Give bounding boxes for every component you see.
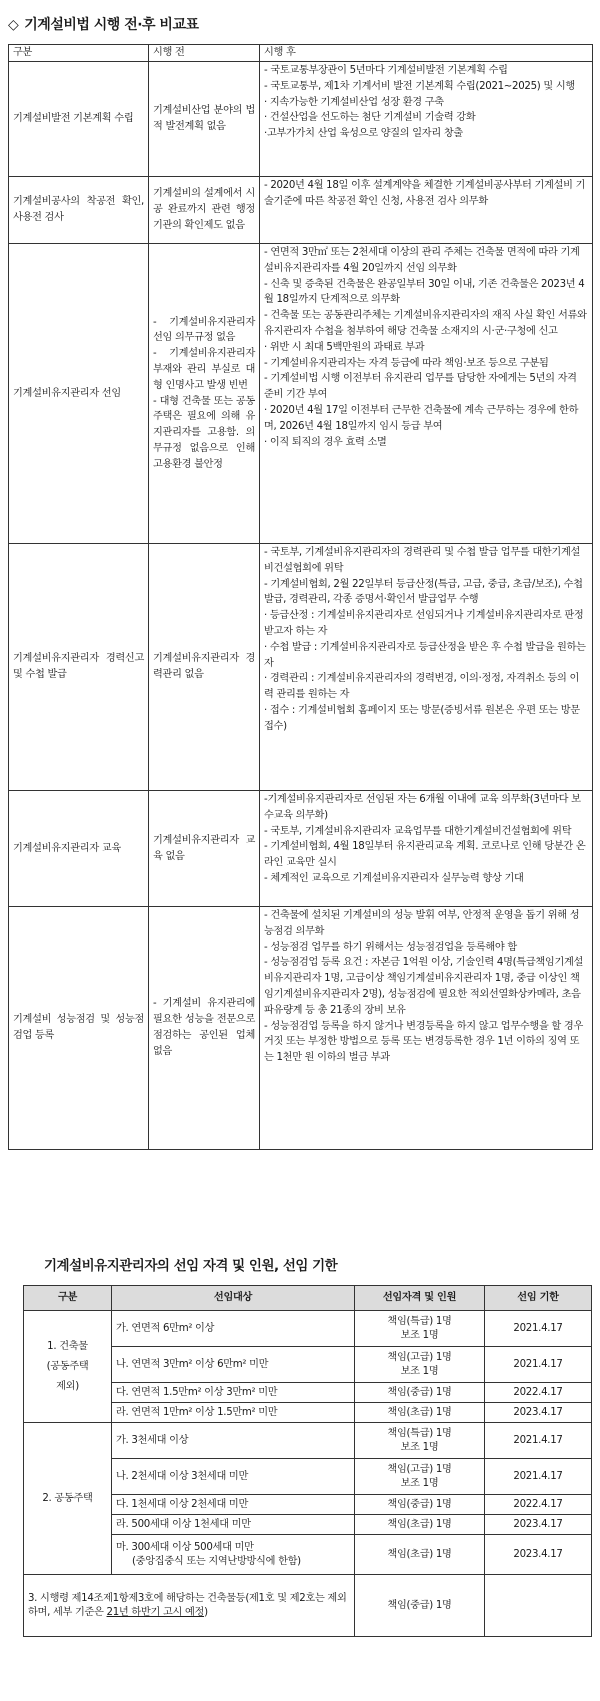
selection-target: 다. 연면적 1.5만m² 이상 3만m² 미만 xyxy=(112,1383,355,1403)
after-line: - 국토부, 기계설비유지관리자의 경력관리 및 수첩 발급 업무를 대한기계설비건설협회에 위탁 xyxy=(264,547,581,574)
after-line: - 2020년 4월 18일 이후 설계계약을 체결한 기계설비공사부터 기계설비 기술기준에 따른 착공전 확인 신청, 사용전 검사 의무화 xyxy=(264,180,586,207)
qualification-line: 책임(초급) 1명 xyxy=(387,1518,452,1530)
notice-schedule: 21년 하반기 고시 예정 xyxy=(106,1606,205,1618)
qualification-line: 보조 1명 xyxy=(400,1365,439,1377)
selection-qualification xyxy=(355,1495,485,1515)
row-after xyxy=(260,62,593,177)
selection-target xyxy=(112,1515,355,1535)
target-line: 다. 1천세대 이상 2천세대 미만 xyxy=(116,1498,249,1510)
after-line: - 성능점검업 등록 요건 : 자본금 1억원 이상, 기술인력 4명(특급책임기계설비유지관리자 1명, 고급이상 책임기계설비유지관리자 1명, 중급 이상인 책임기계설비유지관리자 2명), 성능점검에 필요한 적외선열화상카메라, 초음파유량계 등 총 21종의 장비 보유 xyxy=(264,957,584,1016)
row-before xyxy=(149,544,260,791)
before-line: - 대형 건축물 또는 공동주택은 필요에 의해 유지관리자를 고용함. 의무규정 없음으로 인해 고용환경 불안정 xyxy=(153,395,255,470)
after-line: - 연면적 3만㎡ 또는 2천세대 이상의 관리 주체는 건축물 면적에 따라 기계설비유지관리자를 4월 20일까지 선임 의무화 xyxy=(264,247,580,274)
after-line: - 국토교통부, 제1차 기계서비 발전 기본계획 수립(2021~2025) 및 시행 xyxy=(264,80,575,92)
selection-deadline: 2022.4.17 xyxy=(485,1383,592,1403)
group-building xyxy=(24,1311,112,1423)
target-line: 라. 500세대 이상 1천세대 미만 xyxy=(116,1518,251,1530)
selection-qualification xyxy=(355,1383,485,1403)
section-title xyxy=(8,14,199,34)
selection-target: 가. 연면적 6만m² 이상 xyxy=(112,1311,355,1347)
before-line: - 기계설비유지관리자 부재와 관리 부실로 대형 인명사고 발생 빈번 xyxy=(153,348,255,391)
after-line: · 접수 : 기계설비협회 홈페이지 또는 방문(증빙서류 원본은 우편 또는 방문 접수) xyxy=(264,704,580,732)
other-text: 3. 시행령 제14조제1항제3호에 해당하는 건축물등(제1호 및 제2호는 제외하며, 세부 기준은 xyxy=(28,1592,347,1618)
sel-header-category: 구분 xyxy=(24,1286,112,1311)
after-line: · 지속가능한 기계설비산업 성장 환경 구축 xyxy=(264,96,444,108)
before-line: 기계설비의 설계에서 시공 완료까지 관련 행정기관의 확인제도 없음 xyxy=(153,188,255,231)
comparison-header-row xyxy=(9,45,593,62)
target-line: 가. 3천세대 이상 xyxy=(116,1434,189,1446)
row-before xyxy=(149,791,260,907)
row-category: 기계설비유지관리자 경력신고 및 수첩 발급 xyxy=(9,544,149,791)
after-line: · 2020년 4월 17일 이전부터 근무한 건축물에 계속 근무하는 경우에 한하며, 2026년 4월 18일까지 임시 등급 부여 xyxy=(264,404,579,432)
qualification-line: 책임(고급) 1명 xyxy=(387,1463,452,1475)
after-line: -기계설비유지관리자로 선임된 자는 6개월 이내에 교육 의무화(3년마다 보수교육 의무화) xyxy=(264,794,581,821)
after-line: - 기계설비법 시행 이전부터 유지관리 업무를 담당한 자에게는 5년의 자격 준비 기간 부여 xyxy=(264,373,577,401)
before-line: - 기계설비유지관리자 선임 의무규정 없음 xyxy=(153,316,255,344)
before-line: 기계설비유지관리자 경력관리 없음 xyxy=(153,653,255,680)
selection-qualification xyxy=(355,1515,485,1535)
selection-qualification xyxy=(355,1403,485,1423)
after-line: - 건축물에 설치된 기계설비의 성능 발휘 여부, 안정적 운영을 돕기 위해 성능점검 의무화 xyxy=(264,910,580,937)
row-after xyxy=(260,907,593,1150)
selection-qualification xyxy=(355,1535,485,1575)
after-line: - 국토교통부장관이 5년마다 기계설비발전 기본계획 수립 xyxy=(264,65,508,76)
other-text-end: ) xyxy=(204,1606,208,1618)
comparison-row xyxy=(9,544,593,791)
group-label-line: 제외) xyxy=(56,1380,79,1392)
row-after xyxy=(260,244,593,544)
before-line: - 기계설비 유지관리에 필요한 성능을 전문으로 점검하는 공인된 업체 없음 xyxy=(153,998,255,1057)
row-before xyxy=(149,244,260,544)
after-line: · 건설산업을 선도하는 첨단 기계설비 기술력 강화 xyxy=(264,112,476,124)
selection-deadline: 2023.4.17 xyxy=(485,1535,592,1575)
row-category: 기계설비발전 기본계획 수립 xyxy=(9,62,149,177)
row-category: 기계설비유지관리자 교육 xyxy=(9,791,149,907)
after-line: · 등급산정 : 기계설비유지관리자로 선임되거나 기계설비유지관리자로 판정받고자 하는 자 xyxy=(264,610,584,637)
qualification-line: 책임(특급) 1명 xyxy=(387,1427,452,1439)
selection-row xyxy=(24,1311,592,1347)
qualification-line: 보조 1명 xyxy=(400,1441,439,1453)
after-line: · 이직 퇴직의 경우 효력 소멸 xyxy=(264,436,387,448)
after-line: · 수첩 발급 : 기계설비유지관리자로 등급산정을 받은 후 수첩 발급을 원하는 자 xyxy=(264,641,586,669)
after-line: ·고부가가치 산업 육성으로 양질의 일자리 창출 xyxy=(264,128,463,140)
selection-qualification xyxy=(355,1311,485,1347)
qualification-line: 책임(고급) 1명 xyxy=(387,1351,452,1363)
target-line: (중앙집중식 또는 지역난방방식에 한함) xyxy=(132,1555,301,1567)
qualification-line: 보조 1명 xyxy=(400,1477,439,1489)
header-before: 시행 전 xyxy=(149,45,260,62)
selection-target xyxy=(112,1459,355,1495)
qualification-line: 책임(중급) 1명 xyxy=(387,1386,452,1398)
sel-header-qualification: 선임자격 및 인원 xyxy=(355,1286,485,1311)
row-before xyxy=(149,177,260,244)
qualification-line: 보조 1명 xyxy=(400,1329,439,1341)
header-category: 구분 xyxy=(9,45,149,62)
row-category: 기계설비 성능점검 및 성능점검업 등록 xyxy=(9,907,149,1150)
after-line: · 경력관리 : 기계설비유지관리자의 경력변경, 이의·정정, 자격취소 등의 이력 관리를 원하는 자 xyxy=(264,673,580,701)
section-title-text: 기계설비법 시행 전·후 비교표 xyxy=(24,17,199,33)
comparison-row xyxy=(9,907,593,1150)
row-after xyxy=(260,791,593,907)
selection-target: 나. 연면적 3만m² 이상 6만m² 미만 xyxy=(112,1347,355,1383)
selection-deadline: 2021.4.17 xyxy=(485,1423,592,1459)
selection-other-buildings xyxy=(24,1575,355,1637)
diamond-bullet-icon: ◇ xyxy=(8,17,19,33)
after-line: - 기계설비협회, 4월 18일부터 유지관리교육 계획. 코로나로 인해 당분간 온라인 교육만 실시 xyxy=(264,841,586,869)
before-line: 기계설비산업 분야의 법적 발전계획 없음 xyxy=(153,105,255,132)
qualification-line: 책임(초급) 1명 xyxy=(387,1548,452,1560)
selection-deadline: 2021.4.17 xyxy=(485,1459,592,1495)
comparison-table xyxy=(8,44,593,1150)
comparison-row xyxy=(9,177,593,244)
selection-header-row xyxy=(24,1286,592,1311)
after-line: · 위반 시 최대 5백만원의 과태료 부과 xyxy=(264,341,425,353)
row-after xyxy=(260,177,593,244)
after-line: - 건축물 또는 공동관리주체는 기계설비유지관리자의 재직 사실 확인 서류와 유지관리자 수첩을 첨부하여 해당 건축물 소재지의 시·군·구청에 신고 xyxy=(264,310,587,337)
selection-table xyxy=(23,1285,592,1637)
selection-deadline xyxy=(485,1575,592,1637)
after-line: - 체계적인 교육으로 기계설비유지관리자 실무능력 향상 기대 xyxy=(264,872,524,884)
comparison-row xyxy=(9,244,593,544)
selection-table-title: 기계설비유지관리자의 선임 자격 및 인원, 선임 기한 xyxy=(44,1258,338,1274)
selection-target: 라. 연면적 1만m² 이상 1.5만m² 미만 xyxy=(112,1403,355,1423)
after-line: - 성능점검업 등록을 하지 않거나 변경등록을 하지 않고 업무수행을 할 경우 거짓 또는 부정한 방법으로 등록 또는 변경등록한 경우 1년 이하의 징역 또는 1천만 원 이하의 벌금 부과 xyxy=(264,1020,583,1064)
row-category: 기계설비유지관리자 선임 xyxy=(9,244,149,544)
after-line: - 신축 및 증축된 건축물은 완공일부터 30일 이내, 기존 건축물은 2023년 4월 18일까지 단계적으로 의무화 xyxy=(264,278,585,306)
selection-qualification xyxy=(355,1459,485,1495)
selection-deadline: 2021.4.17 xyxy=(485,1311,592,1347)
row-before xyxy=(149,907,260,1150)
qualification-line: 책임(중급) 1명 xyxy=(387,1498,452,1510)
qualification-line: 책임(초급) 1명 xyxy=(387,1406,452,1418)
after-line: - 국토부, 기계설비유지관리자 교육업무를 대한기계설비건설협회에 위탁 xyxy=(264,825,572,837)
group-label-line: 1. 건축물 xyxy=(47,1340,88,1352)
sel-header-deadline: 선임 기한 xyxy=(485,1286,592,1311)
selection-row xyxy=(24,1575,592,1637)
group-apartment: 2. 공동주택 xyxy=(24,1423,112,1575)
selection-target xyxy=(112,1423,355,1459)
row-before xyxy=(149,62,260,177)
after-line: - 성능점검 업무를 하기 위해서는 성능점검업을 등록해야 함 xyxy=(264,941,517,953)
after-line: - 기계설비유지관리자는 자격 등급에 따라 책임·보조 등으로 구분됨 xyxy=(264,357,549,369)
selection-deadline: 2023.4.17 xyxy=(485,1403,592,1423)
selection-target xyxy=(112,1495,355,1515)
selection-deadline: 2021.4.17 xyxy=(485,1347,592,1383)
before-line: 기계설비유지관리자 교육 없음 xyxy=(153,834,255,862)
after-line: - 기계설비협회, 2월 22일부터 등급산정(특급, 고급, 중급, 초급/보조), 수첩발급, 경력관리, 각종 증명서·확인서 발급업무 수행 xyxy=(264,578,583,606)
selection-deadline: 2022.4.17 xyxy=(485,1495,592,1515)
selection-qualification xyxy=(355,1423,485,1459)
header-after: 시행 후 xyxy=(260,45,593,62)
row-after xyxy=(260,544,593,791)
selection-target xyxy=(112,1535,355,1575)
comparison-row xyxy=(9,791,593,907)
group-label-line: (공동주택 xyxy=(46,1360,89,1372)
row-category: 기계설비공사의 착공전 확인, 사용전 검사 xyxy=(9,177,149,244)
selection-qualification xyxy=(355,1347,485,1383)
comparison-row xyxy=(9,62,593,177)
target-line: 마. 300세대 이상 500세대 미만 xyxy=(116,1541,254,1553)
selection-deadline: 2023.4.17 xyxy=(485,1515,592,1535)
sel-header-target: 선임대상 xyxy=(112,1286,355,1311)
selection-row xyxy=(24,1423,592,1459)
selection-qualification: 책임(중급) 1명 xyxy=(355,1575,485,1637)
qualification-line: 책임(특급) 1명 xyxy=(387,1315,452,1327)
target-line: 나. 2천세대 이상 3천세대 미만 xyxy=(116,1470,249,1482)
